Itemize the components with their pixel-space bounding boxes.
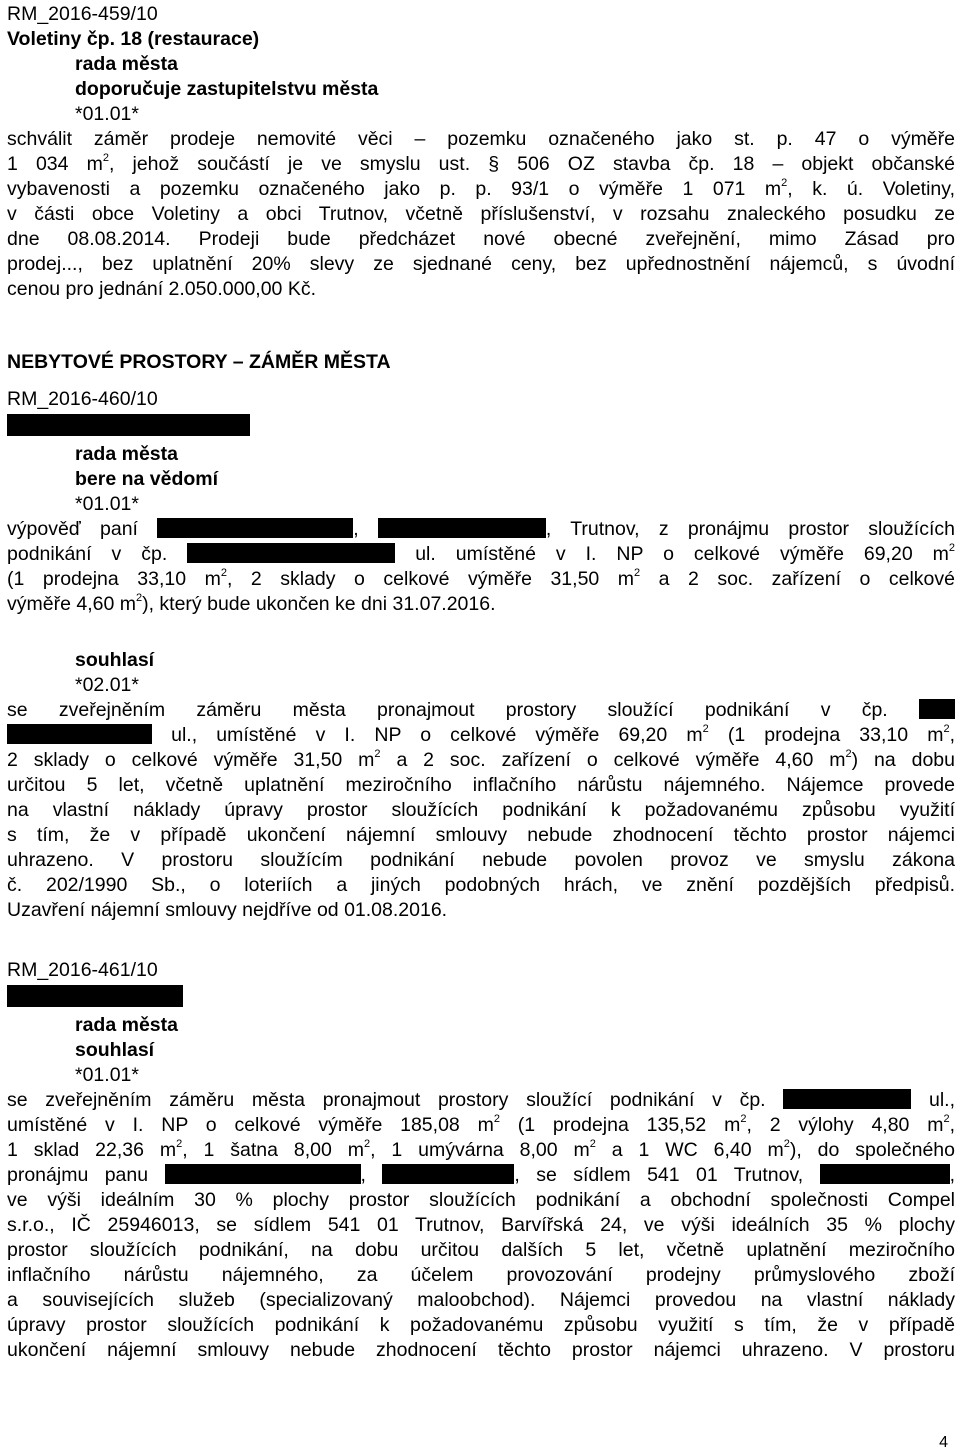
text-line: vybavenosti a pozemku označeného jako p. p. 93/1 o výměře 1 071 $m^2$, k. ú. Voletiny, xyxy=(7,176,955,200)
text-line: určitou 5 let, včetně uplatnění meziročního inflačního nárůstu nájemného. Nájemce provede xyxy=(7,774,955,796)
page-number: 4 xyxy=(939,1434,948,1451)
text-line: úpravy prostor sloužících podnikání k požadovanému způsobu využití s tím, že v případě xyxy=(7,1314,955,1336)
text-line: Uzavření nájemní smlouvy nejdříve od 01.08.2016. xyxy=(7,899,448,921)
text-line: a souvisejících služeb (specializovaný maloobchod). Nájemci provedou na vlastní náklady xyxy=(7,1289,955,1311)
text-line: (1 prodejna 33,10 $m^2$, 2 sklady o celkové výměře 31,50 $m^2$ a 2 soc. zařízení o celkové xyxy=(7,566,955,590)
action-label: souhlasí xyxy=(75,649,155,671)
text-line: schválit záměr prodeje nemovité věci – pozemku označeného jako st. p. 47 o výměře xyxy=(7,128,955,150)
action-label: doporučuje zastupitelstvu města xyxy=(75,78,379,100)
council-label: rada města xyxy=(75,1014,178,1036)
text-line: 1 sklad 22,36 $m^2$, 1 šatna 8,00 $m^2$, 1 umývárna 8,00 $m^2$ a 1 WC 6,40 $m^2$), do společného xyxy=(7,1137,955,1161)
text-line: výpověď paní , , Trutnov, z pronájmu prostor sloužících xyxy=(7,518,955,540)
section-heading: NEBYTOVÉ PROSTORY – ZÁMĚR MĚSTA xyxy=(7,351,391,373)
redacted-address xyxy=(187,543,395,563)
text-line: cenou pro jednání 2.050.000,00 Kč. xyxy=(7,278,316,300)
text-line: umístěné v I. NP o celkové výměře 185,08 $m^2$ (1 prodejna 135,52 $m^2$, 2 výlohy 4,80 $m^2$, xyxy=(7,1112,956,1136)
text-line: ve výši ideálním 30 % plochy prostor sloužících podnikání a obchodní společnosti Compel xyxy=(7,1189,955,1211)
item-number: *01.01* xyxy=(75,493,139,515)
resolution-id: RM_2016-461/10 xyxy=(7,959,158,981)
text-line: 1 034 $m^2$, jehož součástí je ve smyslu ust. § 506 OZ stavba čp. 18 – objekt občanské xyxy=(7,151,956,175)
resolution-text xyxy=(7,517,955,617)
resolution-id: RM_2016-459/10 xyxy=(7,3,158,25)
resolution-title: Voletiny čp. 18 (restaurace) xyxy=(7,28,260,50)
text-line: 2 sklady o celkové výměře 31,50 $m^2$ a 2 soc. zařízení o celkové výměře 4,60 $m^2$) na dobu xyxy=(7,747,955,771)
redacted-address xyxy=(783,1089,911,1109)
document-page xyxy=(7,0,955,1363)
council-label: rada města xyxy=(75,53,178,75)
redacted-title xyxy=(7,985,955,1011)
text-line: se zveřejněním záměru města pronajmout prostory sloužící podnikání v čp. ul., xyxy=(7,1089,956,1111)
action-label: bere na vědomí xyxy=(75,468,219,490)
text-line: inflačního nárůstu nájemného, za účelem provozování prodejny průmyslového zboží xyxy=(7,1264,955,1286)
redacted-address xyxy=(382,1164,514,1184)
resolution-text xyxy=(7,127,955,302)
redacted-name xyxy=(157,518,353,538)
text-line: ukončení nájemní smlouvy nebude zhodnocení těchto prostor nájemci uhrazeno. V prostoru xyxy=(7,1339,955,1361)
resolution-text xyxy=(7,698,955,923)
text-line: č. 202/1990 Sb., o loteriích a jiných podobných hrách, ve znění pozdějších předpisů. xyxy=(7,874,955,896)
council-label: rada města xyxy=(75,443,178,465)
text-line: uhrazeno. V prostoru sloužícím podnikání nebude povolen provoz ve smyslu zákona xyxy=(7,849,955,871)
text-line: v části obce Voletiny a obci Trutnov, včetně příslušenství, v rozsahu znaleckého posudku ze xyxy=(7,203,955,225)
redacted-address xyxy=(7,724,152,744)
redacted-name xyxy=(165,1164,361,1184)
text-line: se zveřejněním záměru města pronajmout prostory sloužící podnikání v čp. xyxy=(7,698,955,723)
item-number: *01.01* xyxy=(75,1064,139,1086)
text-line: na vlastní náklady úpravy prostor sloužících podnikání k požadovanému způsobu využití xyxy=(7,799,955,821)
redacted-title xyxy=(7,414,955,440)
text-line: pronájmu panu , , se sídlem 541 01 Trutnov, , xyxy=(7,1164,955,1186)
text-line: dne 08.08.2014. Prodeji bude předcházet nové obecné zveřejnění, mimo Zásad pro xyxy=(7,228,955,250)
text-line: ul., umístěné v I. NP o celkové výměře 69,20 $m^2$ (1 prodejna 33,10 $m^2$, xyxy=(7,723,955,748)
resolution-text xyxy=(7,1088,955,1363)
text-line: prostor sloužících podnikání, na dobu určitou dalších 5 let, včetně uplatnění meziročního xyxy=(7,1239,955,1261)
redacted-address xyxy=(820,1164,950,1184)
text-line: podnikání v čp. ul. umístěné v I. NP o celkové výměře 69,20 $m^2$ xyxy=(7,541,955,565)
redacted-address xyxy=(378,518,546,538)
resolution-id: RM_2016-460/10 xyxy=(7,388,158,410)
text-line: prodej..., bez uplatnění 20% slevy ze sjednané ceny, bez upřednostnění nájemců, s úvodní xyxy=(7,253,955,275)
text-line: výměře 4,60 $m^2$), který bude ukončen ke dni 31.07.2016. xyxy=(7,591,496,615)
text-line: s tím, že v případě ukončení nájemní smlouvy nebude zhodnocení těchto prostor nájemci xyxy=(7,824,955,846)
item-number: *01.01* xyxy=(75,103,139,125)
text-line: s.r.o., IČ 25946013, se sídlem 541 01 Trutnov, Barvířská 24, ve výši ideálních 35 % plochy xyxy=(7,1214,955,1236)
action-label: souhlasí xyxy=(75,1039,155,1061)
item-number: *02.01* xyxy=(75,674,139,696)
redacted-address xyxy=(919,699,955,719)
